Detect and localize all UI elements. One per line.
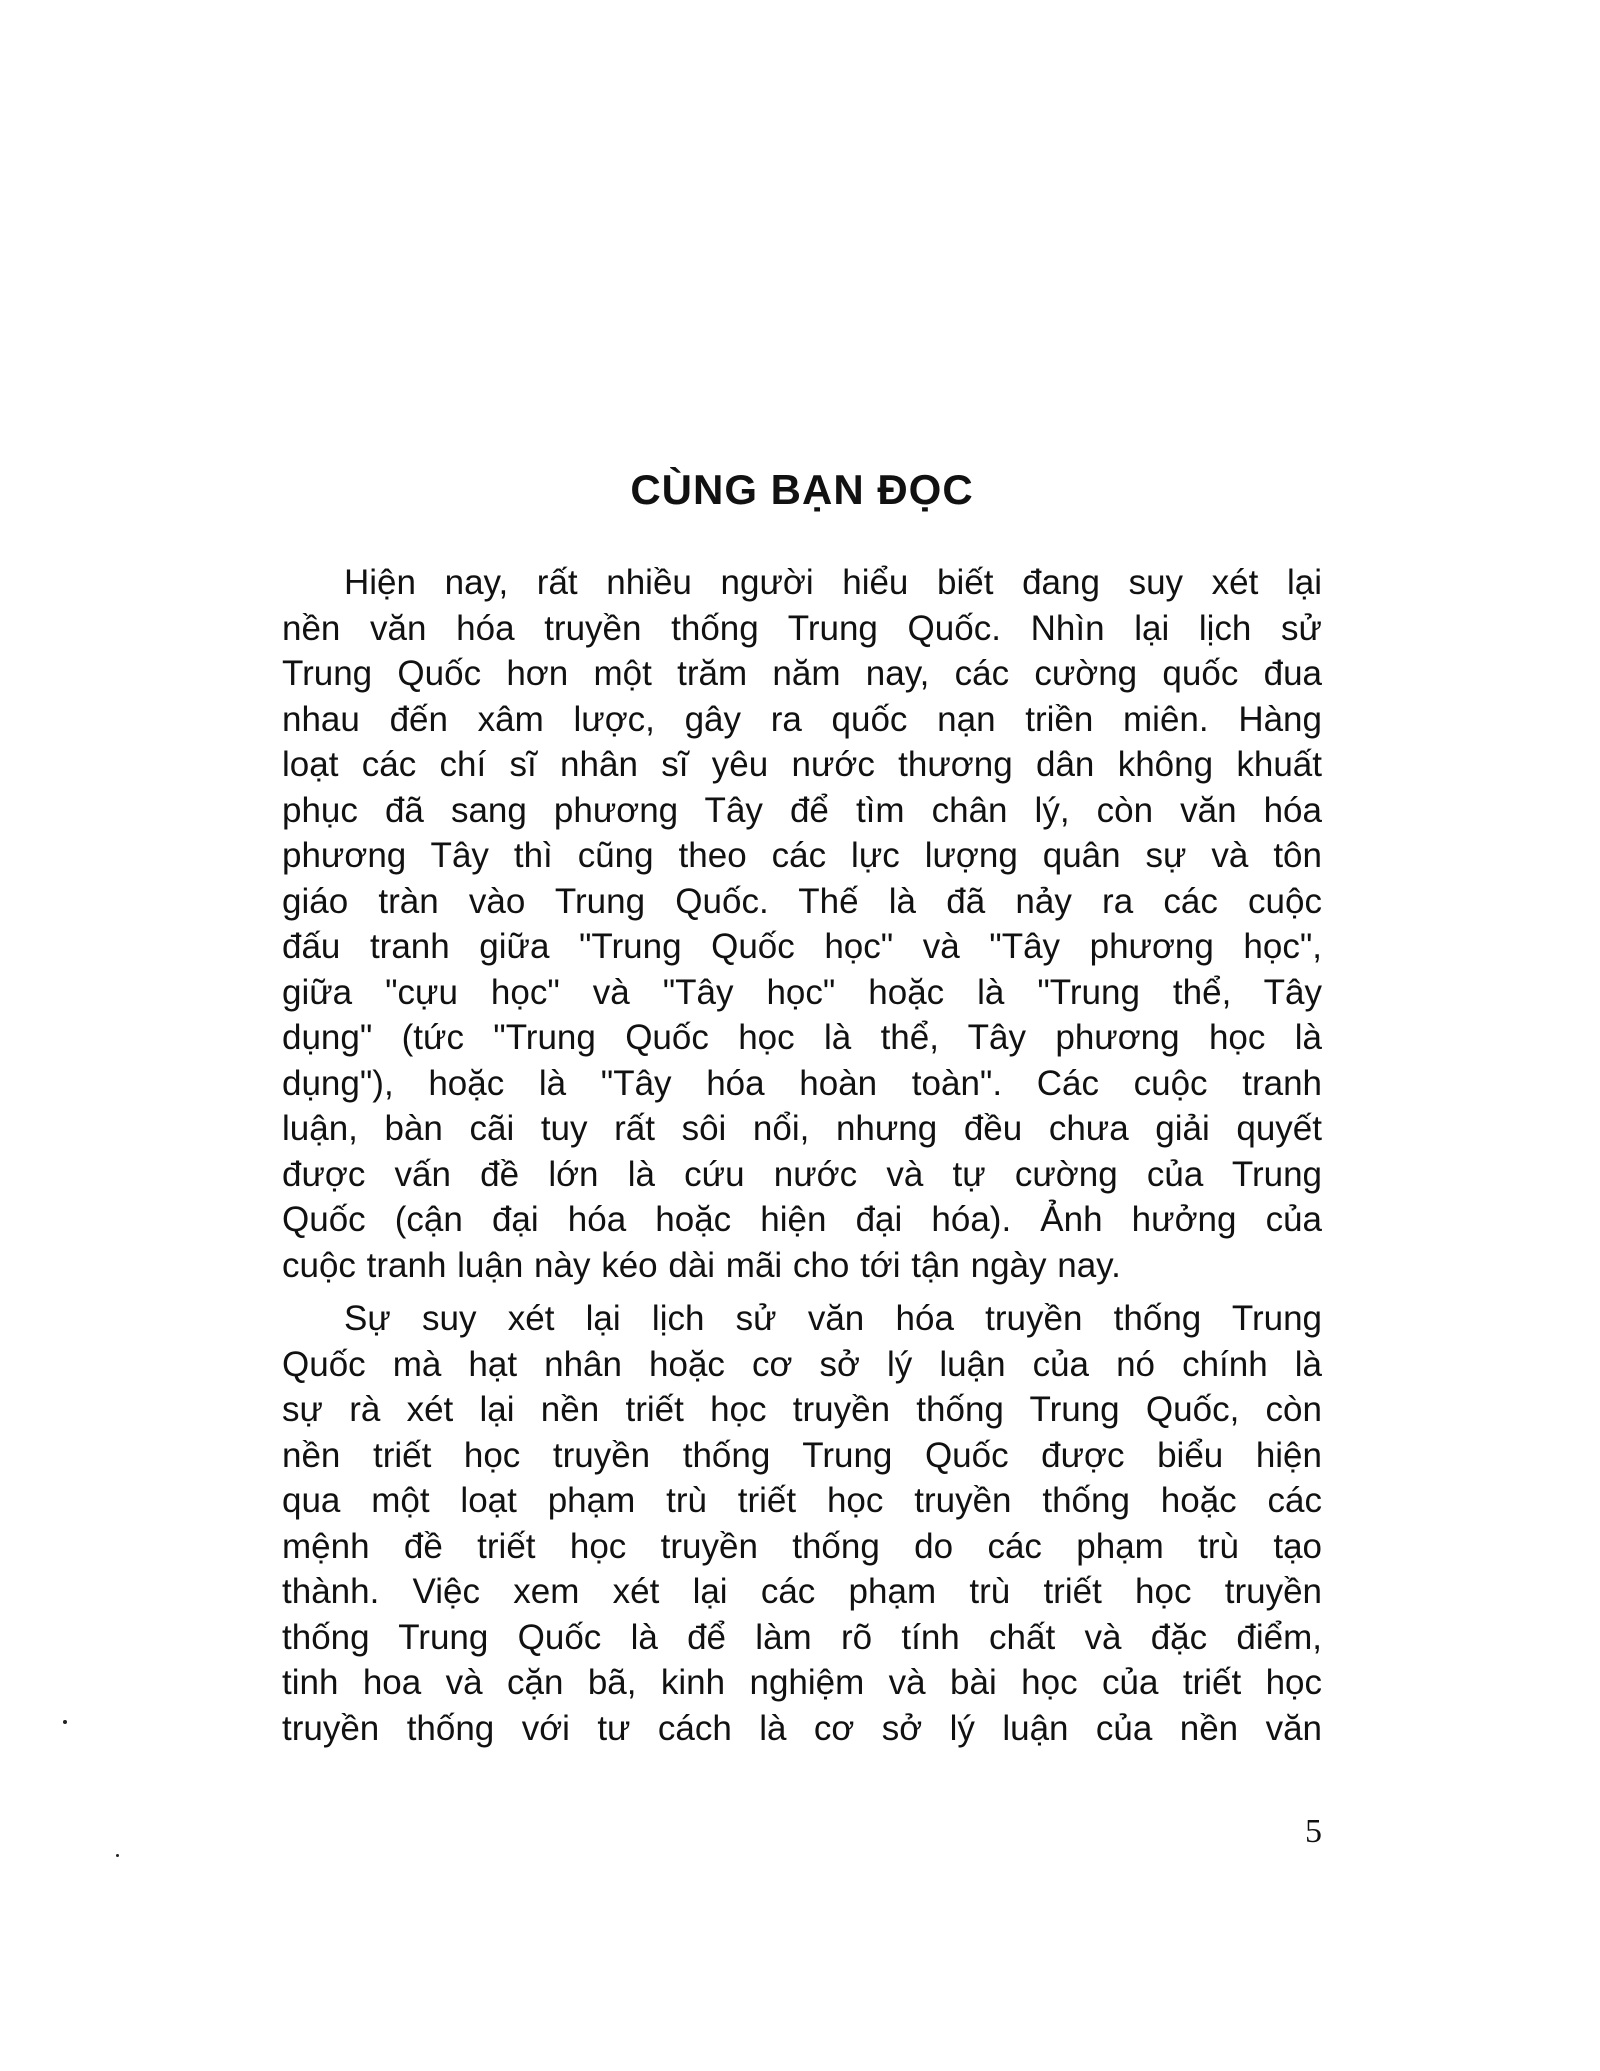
text-line: nhau đến xâm lược, gây ra quốc nạn triền miên. Hàng — [282, 699, 1322, 739]
text-line: giáo tràn vào Trung Quốc. Thế là đã nảy ra các cuộc — [282, 881, 1322, 921]
text-line: Sự suy xét lại lịch sử văn hóa truyền thống Trung — [344, 1299, 1322, 1338]
text-line: Hiện nay, rất nhiều người hiểu biết đang suy xét lại — [344, 563, 1322, 602]
text-line: tinh hoa và cặn bã, kinh nghiệm và bài học của triết học — [282, 1663, 1322, 1702]
paragraph-2 — [282, 1296, 1322, 1751]
text-line: phương Tây thì cũng theo các lực lượng quân sự và tôn — [282, 836, 1322, 875]
text-line: nền triết học truyền thống Trung Quốc được biểu hiện — [282, 1435, 1322, 1475]
text-line: được vấn đề lớn là cứu nước và tự cường của Trung — [282, 1154, 1322, 1194]
body-text — [282, 560, 1322, 1751]
text-line: giữa "cựu học" và "Tây học" hoặc là "Trung thể, Tây — [282, 972, 1322, 1012]
text-line: phục đã sang phương Tây để tìm chân lý, còn văn hóa — [282, 790, 1322, 830]
text-line: Quốc mà hạt nhân hoặc cơ sở lý luận của nó chính là — [282, 1344, 1322, 1384]
page-title: CÙNG BẠN ĐỌC — [630, 466, 974, 513]
text-line: qua một loạt phạm trù triết học truyền thống hoặc các — [282, 1481, 1322, 1520]
text-line: dụng"), hoặc là "Tây hóa hoàn toàn". Các cuộc tranh — [282, 1063, 1322, 1103]
text-line: mệnh đề triết học truyền thống do các phạm trù tạo — [282, 1526, 1322, 1566]
paragraph-1 — [282, 560, 1322, 1288]
text-line: Trung Quốc hơn một trăm năm nay, các cường quốc đua — [282, 654, 1322, 693]
text-line: thành. Việc xem xét lại các phạm trù triết học truyền — [282, 1572, 1322, 1611]
text-line: dụng" (tức "Trung Quốc học là thể, Tây phương học là — [282, 1018, 1322, 1057]
text-line: cuộc tranh luận này kéo dài mãi cho tới tận ngày nay. — [282, 1245, 1121, 1285]
text-line: luận, bàn cãi tuy rất sôi nổi, nhưng đều chưa giải quyết — [282, 1109, 1322, 1148]
text-line: Quốc (cận đại hóa hoặc hiện đại hóa). Ảnh hưởng của — [282, 1200, 1322, 1239]
scan-speck — [116, 1854, 119, 1857]
text-line: sự rà xét lại nền triết học truyền thống Trung Quốc, còn — [282, 1390, 1322, 1429]
page-number: 5 — [1305, 1813, 1322, 1850]
text-line: thống Trung Quốc là để làm rõ tính chất và đặc điểm, — [282, 1617, 1322, 1657]
text-line: nền văn hóa truyền thống Trung Quốc. Nhìn lại lịch sử — [282, 608, 1322, 648]
scan-speck — [63, 1720, 67, 1724]
text-line: loạt các chí sĩ nhân sĩ yêu nước thương dân không khuất — [282, 745, 1322, 784]
text-line: truyền thống với tư cách là cơ sở lý luận của nền văn — [282, 1708, 1322, 1748]
text-line: đấu tranh giữa "Trung Quốc học" và "Tây phương học", — [282, 927, 1322, 966]
